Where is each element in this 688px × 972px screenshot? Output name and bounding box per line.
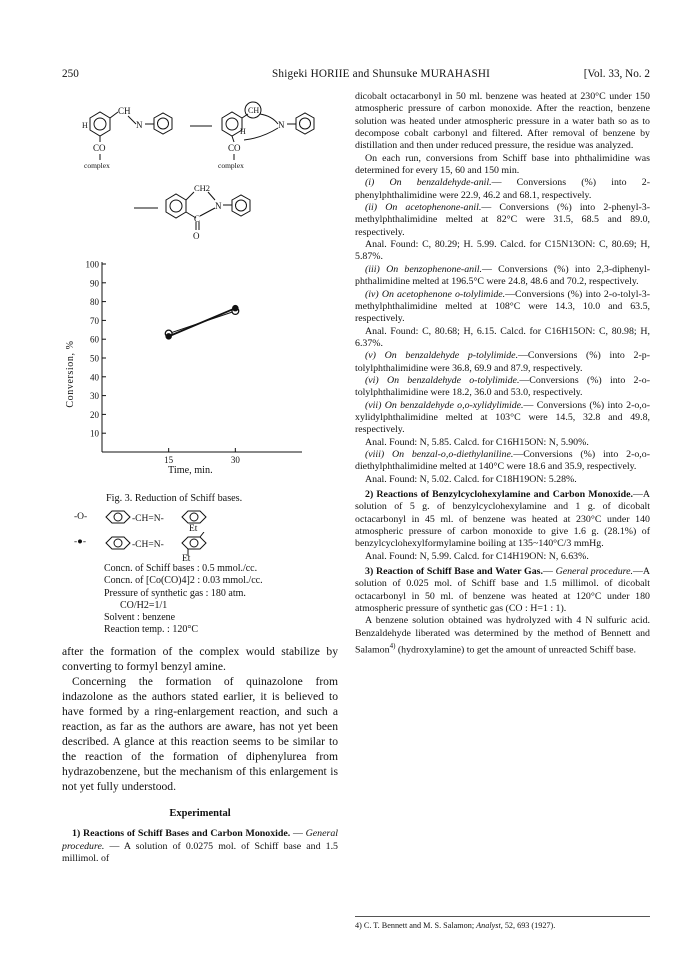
right-column bbox=[355, 91, 650, 657]
aromatic-circle-2b bbox=[300, 118, 311, 129]
footnote-number: 4) bbox=[355, 921, 362, 930]
analysis: Anal. Found: C, 80.29; H. 5.99. Calcd. for C15N13ON: C, 80.69; H, 5.87%. bbox=[355, 239, 650, 263]
n-label-1: N bbox=[136, 120, 143, 130]
complex-label-1: complex bbox=[84, 161, 110, 170]
procedure-label: General procedure. bbox=[62, 828, 338, 852]
aromatic-circle-1 bbox=[94, 118, 106, 130]
phenyl-ring-1 bbox=[154, 113, 172, 134]
bond-co-2 bbox=[232, 136, 234, 142]
h-label-1: H bbox=[82, 121, 88, 130]
y-tick-label: 60 bbox=[90, 334, 99, 345]
bond-cn-1 bbox=[128, 116, 136, 124]
x-tick-label: 30 bbox=[230, 455, 240, 465]
item-head: (ii) On acetophenone-anil. bbox=[365, 202, 482, 214]
condition-line: Concn. of [Co(CO)4]2 : 0.03 mmol./cc. bbox=[104, 575, 263, 587]
aromatic-circle-3 bbox=[170, 200, 182, 212]
chart-series bbox=[165, 306, 238, 339]
item-text: —Conversions (%) into 2-p-tolylphthalimidine were 36.8, 69.9 and 87.9, respectively. bbox=[355, 350, 650, 374]
condition-line: CO/H2=1/1 bbox=[120, 599, 168, 611]
legend-marker-filled: -●- bbox=[74, 537, 87, 547]
item-text: —Conversions (%) into 2-o-tolyl-3-methylphthalimidine melted at 108°C were 14.3, 10.0 and 63.5, respectively. bbox=[355, 288, 650, 325]
y-tick-label: 90 bbox=[90, 278, 99, 289]
condition-line: Concn. of Schiff bases : 0.5 mmol./cc. bbox=[104, 563, 258, 574]
item-text: — Conversions (%) into 2-o,o-xylidylphthalimidine melted at 103°C were 14.5, 32.8 and 49.8, respectively. bbox=[355, 399, 650, 436]
paragraph: after the formation of the complex would stabilize by converting to formyl benzyl amine. bbox=[62, 645, 338, 673]
y-tick-label: 40 bbox=[90, 372, 99, 383]
x-axis-label: Time, min. bbox=[168, 465, 213, 476]
left-column bbox=[62, 644, 338, 865]
item-head: (viii) On benzal-o,o-diethylaniline. bbox=[365, 448, 514, 460]
chart-axes bbox=[102, 262, 302, 452]
paragraph: On each run, conversions from Schiff base into phthalimidine was determined for every 15, 60 and 150 min. bbox=[355, 152, 650, 177]
legend bbox=[62, 506, 312, 562]
item-text: (hydroxylamine) to get the amount of unreacted Schiff base. bbox=[395, 644, 636, 656]
condition-line: Pressure of synthetic gas : 180 atm. bbox=[104, 587, 246, 599]
subsection-head: 2) Reactions of Benzylcyclohexylamine and Carbon Monoxide. bbox=[365, 489, 633, 500]
item-head: (iv) On acetophenone o-tolylimide. bbox=[365, 288, 506, 300]
paragraph bbox=[355, 400, 650, 437]
legend-et-2: Et bbox=[182, 554, 191, 564]
legend-structure-2 bbox=[102, 532, 252, 560]
item-text: —A solution of 0.025 mol. of Schiff base and 1.5 millimol. of dicobalt octacarbonyl in 50 ml. of benzene was heated at 120°C under 180 atmospheric pressure of synthetic gas (CO : H=1 : 1). bbox=[355, 566, 650, 615]
y-tick-label: 50 bbox=[90, 353, 99, 364]
reaction-conditions bbox=[104, 563, 334, 637]
item-head: (vii) On benzaldehyde o,o-xylidylimide. bbox=[365, 399, 524, 411]
reference-marker: 4) bbox=[389, 642, 396, 651]
aromatic-circle-2 bbox=[226, 118, 238, 130]
bond-ch2-3 bbox=[186, 192, 194, 200]
benzene-ring-3 bbox=[166, 194, 186, 218]
legend-et-1: Et bbox=[189, 524, 198, 534]
y-tick-label: 100 bbox=[85, 259, 99, 270]
paragraph: 3) Reaction of Schiff Base and Water Gas.— General procedure.—A solution of 0.025 mol. of Schiff base and 1.5 millimol. of dicobalt octacarbonyl in 50 ml. of benzene was heated at 120°C under 180 atmospheric pressure of synthetic gas (CO : H=1 : 1). bbox=[355, 566, 650, 615]
footnote-rest: , 52, 693 (1927). bbox=[500, 921, 556, 930]
item-text: —Conversions (%) into 2-o-tolylphthalimidine were 18.2, 36.0 and 53.0, respectively. bbox=[355, 374, 650, 399]
paragraph bbox=[355, 489, 650, 551]
paragraph bbox=[355, 264, 650, 289]
x-tick-label: 15 bbox=[164, 455, 174, 465]
ch-label-2: CH bbox=[248, 106, 260, 115]
data-point-filled bbox=[166, 334, 171, 339]
paragraph bbox=[355, 375, 650, 400]
ch2-label-3: CH2 bbox=[194, 183, 211, 193]
o-label-3: O bbox=[193, 231, 200, 241]
phenyl-ring-2 bbox=[296, 113, 314, 134]
n-label-2: N bbox=[278, 120, 285, 130]
condition-line: Reaction temp. : 120°C bbox=[104, 624, 198, 636]
y-tick-label: 70 bbox=[90, 315, 99, 326]
paragraph bbox=[355, 202, 650, 239]
benzene-ring-2 bbox=[222, 112, 242, 136]
y-tick-label: 10 bbox=[90, 428, 99, 439]
procedure-text: A solution of 0.0275 mol. of Schiff base and 1.5 millimol. of bbox=[62, 840, 338, 865]
analysis: Anal. Found: N, 5.99. Calcd. for C14H19ON: N, 6.63%. bbox=[365, 550, 589, 562]
y-tick-label: 20 bbox=[90, 409, 99, 420]
bond-ch2n-3 bbox=[208, 192, 215, 200]
item-head: (v) On benzaldehyde p-tolylimide. bbox=[365, 350, 519, 362]
benzene-ring-1 bbox=[90, 112, 110, 136]
item-text: —A solution of 5 g. of benzylcyclohexylamine and 1 g. of dicobalt octacarbonyl in 45 ml. of benzene was heated at 230°C under 140 atmospheric pressure of carbon monoxide to give 1.6 g. (28.1%) of benzylcyclohexylformylamine boiling at 135~140°C/3 mmHg. bbox=[355, 489, 650, 550]
bond-ch-1 bbox=[110, 112, 118, 118]
footnote bbox=[355, 916, 650, 931]
co-label-1: CO bbox=[93, 143, 106, 153]
analysis: Anal. Found: C, 80.68; H, 6.15. Calcd. for C16H15ON: C, 80.98; H, 6.37%. bbox=[355, 325, 650, 349]
c-label-3: C bbox=[194, 214, 201, 224]
section-title: Experimental bbox=[169, 808, 231, 819]
legend-structure-1 bbox=[102, 506, 252, 528]
bond-cn-2 bbox=[260, 114, 278, 124]
analysis: Anal. Found: N, 5.02. Calcd. for C18H19ON: 5.28%. bbox=[365, 473, 577, 485]
paragraph: dicobalt octacarbonyl in 50 ml. benzene was heated at 230°C under 150 atmospheric pressure of carbon monoxide. After the reaction, benzene solution was heated under atmospheric pressure in a water bath so as to decompose cobalt carbonyl and filtered. After removal of benzene by distillation and then under reduced pressure, the residue was analyzed. bbox=[355, 91, 650, 152]
item-head: (iii) On benzophenone-anil. bbox=[365, 263, 483, 275]
aromatic-circle-1b bbox=[158, 118, 169, 129]
paragraph bbox=[355, 449, 650, 474]
subsection-head: 3) Reaction of Schiff Base and Water Gas. bbox=[365, 566, 543, 578]
conversion-chart bbox=[62, 258, 352, 488]
item-text: A benzene solution obtained was hydrolyzed with 4 N sulfuric acid. Benzaldehyde liberated was determined by the method of Bennett and Salamon bbox=[355, 615, 650, 656]
paragraph bbox=[355, 177, 650, 202]
procedure-label: General procedure. bbox=[555, 566, 633, 578]
y-axis-label: Conversion, % bbox=[65, 340, 76, 408]
footnote-text: C. T. Bennett and M. S. Salamon; bbox=[361, 921, 477, 930]
bond-co-n-2 bbox=[244, 128, 278, 140]
paragraph: 1) Reactions of Schiff Bases and Carbon Monoxide. — General procedure. — A solution of 0.0275 mol. of Schiff base and 1.5 millimol. of bbox=[62, 828, 338, 865]
author-line: Shigeki HORIIE and Shunsuke MURAHASHI bbox=[272, 68, 491, 80]
paragraph bbox=[355, 615, 650, 656]
legend-marker-open: -O- bbox=[74, 512, 88, 522]
bond-cn-3 bbox=[200, 208, 215, 216]
phenyl-ring-3 bbox=[232, 195, 250, 216]
item-head: (i) On benzaldehyde-anil. bbox=[365, 177, 492, 189]
data-point-filled bbox=[233, 306, 238, 311]
ch-label-1: CH bbox=[118, 106, 131, 116]
item-head: (vi) On benzaldehyde o-tolylimide. bbox=[365, 374, 520, 386]
chart-ticks bbox=[86, 260, 241, 466]
y-tick-label: 80 bbox=[90, 297, 99, 308]
aromatic-circle-3b bbox=[236, 200, 247, 211]
series-line bbox=[169, 308, 236, 336]
condition-line: Solvent : benzene bbox=[104, 612, 176, 624]
subsection-head: 1) Reactions of Schiff Bases and Carbon Monoxide. bbox=[72, 828, 291, 840]
item-text: — Conversions (%) into 2-phenyl-3-methylphthalimidine melted at 82°C were 31.5, 68.5 and 89.0, respectively. bbox=[355, 202, 650, 238]
figure-caption: Fig. 3. Reduction of Schiff bases. bbox=[106, 493, 243, 504]
item-text: — Conversions (%) into 2-phenylphthalimidine were 22.9, 46.2 and 68.1, respectively. bbox=[355, 177, 650, 201]
volume-info: [Vol. 33, No. 2 bbox=[583, 68, 650, 80]
legend-formula-2: -CH=N- bbox=[132, 540, 164, 550]
n-label-3: N bbox=[215, 201, 222, 211]
footnote-journal: Analyst bbox=[476, 921, 501, 930]
running-header bbox=[62, 68, 650, 84]
analysis: Anal. Found: N, 5.85. Calcd. for C16H15ON: N, 5.90%. bbox=[365, 436, 589, 448]
item-text: —Conversions (%) into 2-o,o-diethylphthalimidine melted at 140°C were 18.6 and 35.9, respectively. bbox=[355, 448, 650, 473]
paragraph: Concerning the formation of quinazolone from indazolone as the authors stated earlier, it is believed to have formed by a ring-enlargement reaction, and such a reaction, as far as the authors are aware, has not yet been described. A glance at this reaction seems to be similar to the reaction of the formation of diphenylurea from hydrazobenzene, but the mechanism of this enlargement is not yet fully understood. bbox=[62, 675, 338, 793]
legend-formula-1: -CH=N- bbox=[132, 514, 164, 524]
reaction-scheme bbox=[62, 88, 348, 244]
paragraph bbox=[355, 289, 650, 326]
page-number: 250 bbox=[62, 68, 79, 80]
y-tick-label: 30 bbox=[90, 391, 99, 402]
item-text: — Conversions (%) into 2,3-diphenyl-phthalimidine melted at 196.5°C were 24.8, 48.6 and 70.2, respectively. bbox=[355, 263, 650, 288]
h-label-2: H bbox=[240, 127, 246, 136]
complex-label-2: complex bbox=[218, 161, 244, 170]
co-label-2: CO bbox=[228, 143, 241, 153]
paragraph bbox=[355, 350, 650, 375]
